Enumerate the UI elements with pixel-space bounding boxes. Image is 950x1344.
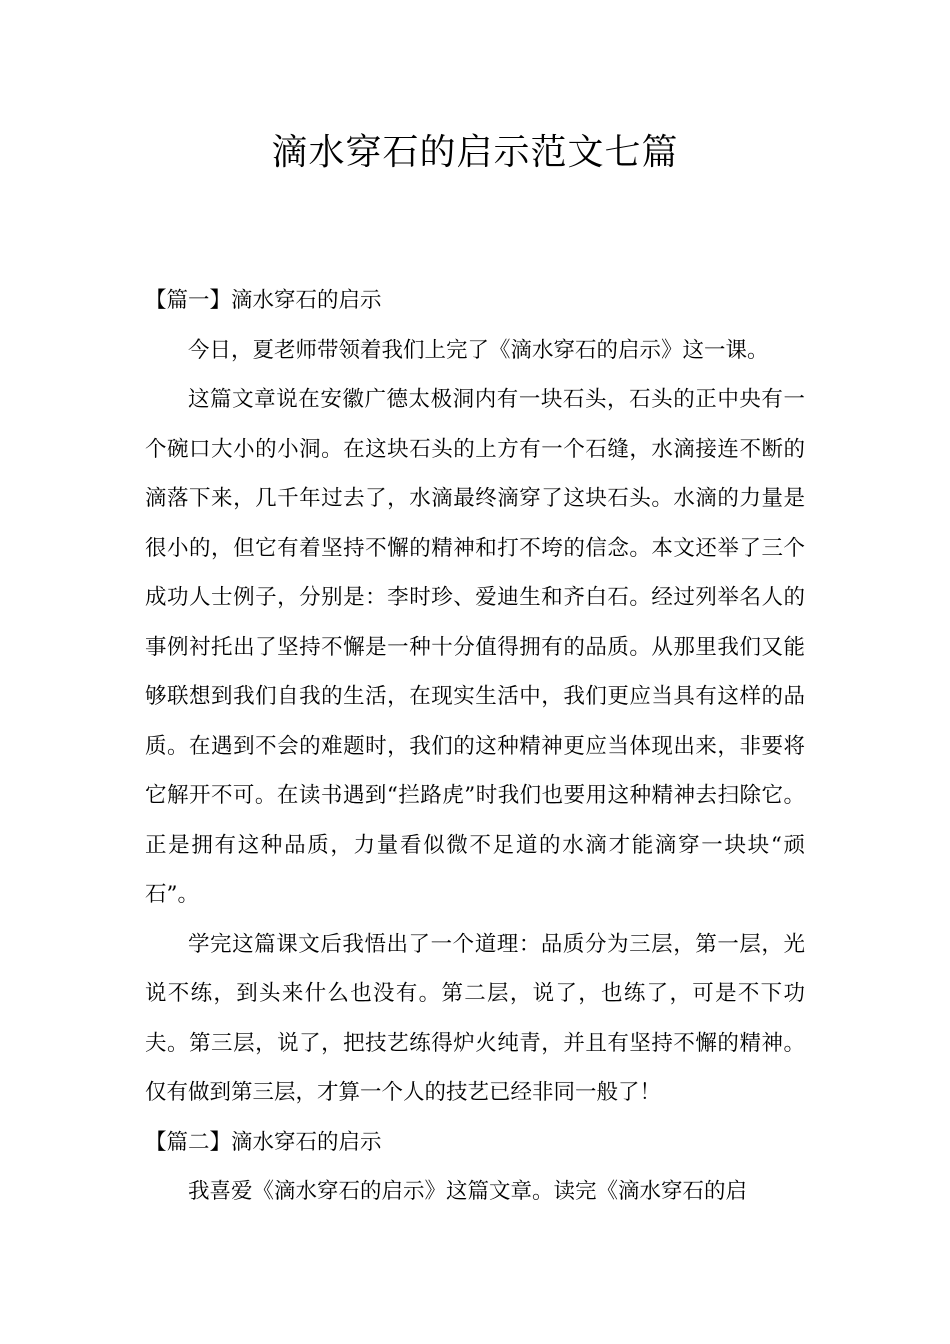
document-body <box>145 276 805 1217</box>
paragraph: 今日，夏老师带领着我们上完了《滴水穿石的启示》这一课。 <box>188 337 769 363</box>
section-heading: 【篇二】滴水穿石的启示 <box>145 1129 382 1155</box>
paragraph: 我喜爱《滴水穿石的启示》这篇文章。读完《滴水穿石的启 <box>188 1179 748 1204</box>
document-title: 滴水穿石的启示范文七篇 <box>271 132 679 173</box>
paragraph: 学完这篇课文后我悟出了一个道理：品质分为三层，第一层，光说不练，到头来什么也没有。第二层，说了，也练了，可是不下功夫。第三层，说了，把技艺练得炉火纯青，并且有坚持不懈的精神。仅有做到第三层，才算一个人的技艺已经非同一般了！ <box>145 931 805 1105</box>
section-heading: 【篇一】滴水穿石的启示 <box>145 288 382 313</box>
paragraph: 这篇文章说在安徽广德太极洞内有一块石头，石头的正中央有一个碗口大小的小洞。在这块石头的上方有一个石缝，水滴接连不断的滴落下来，几千年过去了，水滴最终滴穿了这块石头。水滴的力量是很小的，但它有着坚持不懈的精神和打不垮的信念。本文还举了三个成功人士例子，分别是：李时珍、爱迪生和齐白石。经过列举名人的事例衬托出了坚持不懈是一种十分值得拥有的品质。从那里我们又能够联想到我们自我的生活，在现实生活中，我们更应当具有这样的品质。在遇到不会的难题时，我们的这种精神更应当体现出来，非要将它解开不可。在读书遇到“拦路虎”时我们也要用这种精神去扫除它。正是拥有这种品质，力量看似微不足道的水滴才能滴穿一块块“顽石”。 <box>145 387 805 907</box>
